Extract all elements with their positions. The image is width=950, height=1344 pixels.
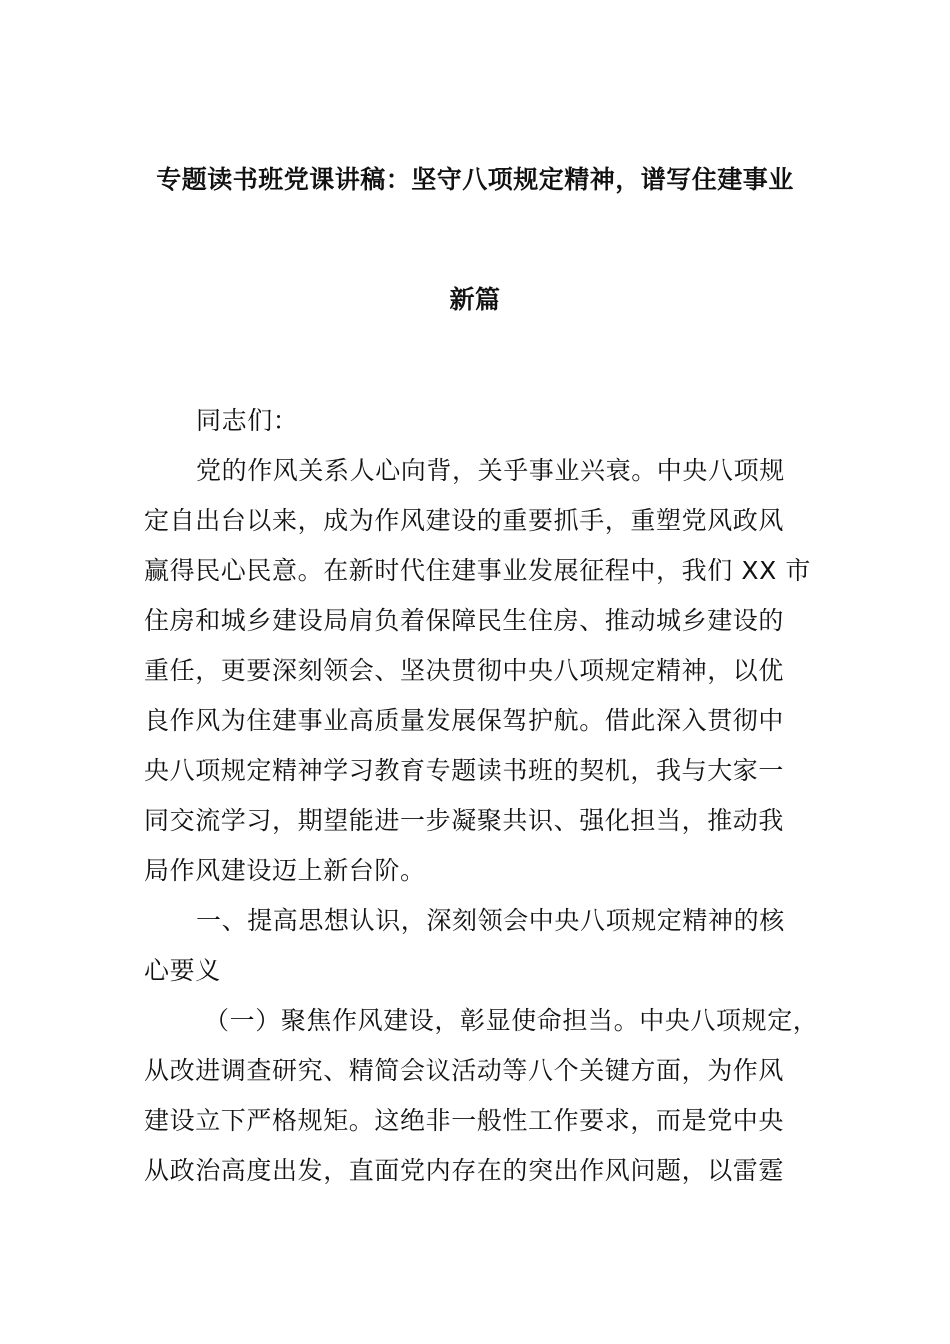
document-title-line-1: 专题读书班党课讲稿：坚守八项规定精神，谱写住建事业 <box>156 165 794 194</box>
section-heading-line: 一、提高思想认识，深刻领会中央八项规定精神的核 <box>196 906 785 935</box>
subsection-line: 从改进调查研究、精简会议活动等八个关键方面，为作风 <box>144 1056 785 1085</box>
paragraph-line: 定自出台以来，成为作风建设的重要抓手，重塑党风政风 <box>144 506 785 535</box>
subsection-line: 建设立下严格规矩。这绝非一般性工作要求，而是党中央 <box>144 1106 785 1135</box>
subsection-line: （一）聚焦作风建设，彰显使命担当。中央八项规定， <box>204 1006 819 1035</box>
paragraph-line: 良作风为住建事业高质量发展保驾护航。借此深入贯彻中 <box>144 706 785 735</box>
document-title-line-2: 新篇 <box>449 285 501 314</box>
section-heading-line: 心要义 <box>144 956 221 985</box>
paragraph-line: 央八项规定精神学习教育专题读书班的契机，我与大家一 <box>144 756 785 785</box>
paragraph-line: 赢得民心民意。在新时代住建事业发展征程中，我们 XX 市 <box>144 556 811 585</box>
paragraph-line: 住房和城乡建设局肩负着保障民生住房、推动城乡建设的 <box>144 606 785 635</box>
paragraph-line: 局作风建设迈上新台阶。 <box>144 856 426 885</box>
paragraph-line: 同交流学习，期望能进一步凝聚共识、强化担当，推动我 <box>144 806 785 835</box>
paragraph-line: 重任，更要深刻领会、坚决贯彻中央八项规定精神，以优 <box>144 656 785 685</box>
salutation: 同志们： <box>196 406 299 435</box>
subsection-line: 从政治高度出发，直面党内存在的突出作风问题，以雷霆 <box>144 1156 785 1185</box>
paragraph-line: 党的作风关系人心向背，关乎事业兴衰。中央八项规 <box>196 456 785 485</box>
